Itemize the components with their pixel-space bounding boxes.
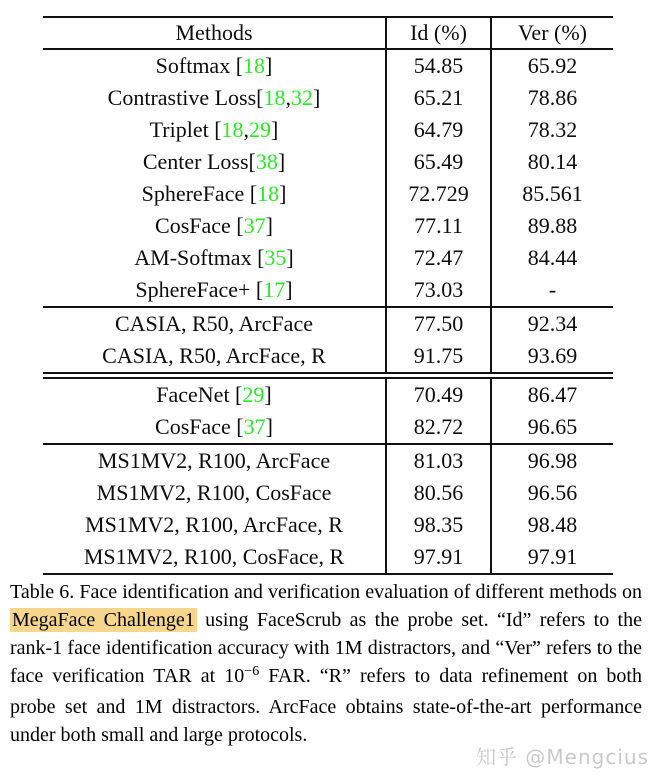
ver-value: 92.34 [490, 308, 613, 340]
text-segment: ] [265, 414, 273, 439]
method-cell [43, 509, 385, 541]
id-value: 77.50 [385, 308, 490, 340]
caption-superscript: −6 [244, 664, 260, 679]
id-value: 98.35 [385, 509, 490, 541]
table-header-row [43, 18, 613, 50]
table-row [43, 411, 613, 443]
citation-number: 18 [257, 181, 280, 206]
table-row [43, 210, 613, 242]
table-row [43, 308, 613, 340]
table-row [43, 146, 613, 178]
ver-value: 97.91 [490, 541, 613, 573]
method-cell [43, 541, 385, 573]
method-cell [43, 411, 385, 443]
header-ver: Ver (%) [490, 18, 613, 48]
text-segment: ] [279, 181, 287, 206]
citation-number: 18 [221, 117, 244, 142]
table-group-loss-methods [43, 50, 613, 306]
citation-number: 17 [263, 277, 286, 302]
text-segment: CosFace [ [155, 414, 244, 439]
table-row [43, 477, 613, 509]
ver-value: 65.92 [490, 50, 613, 82]
method-cell [43, 82, 385, 114]
ver-value: 93.69 [490, 340, 613, 372]
ver-value: 96.56 [490, 477, 613, 509]
ver-value: 96.98 [490, 445, 613, 477]
table-row [43, 242, 613, 274]
citation-number: 35 [264, 245, 287, 270]
text-segment: ] [271, 117, 279, 142]
text-segment: FaceNet [ [156, 382, 243, 407]
ver-value: 78.32 [490, 114, 613, 146]
text-segment: CosFace [ [155, 213, 244, 238]
citation-number: 37 [243, 414, 266, 439]
text-segment: MS1MV2, R100, ArcFace, R [85, 512, 343, 537]
id-value: 91.75 [385, 340, 490, 372]
watermark: 知乎 @Mengcius [476, 745, 649, 769]
method-cell [43, 379, 385, 411]
ver-value: 89.88 [490, 210, 613, 242]
method-cell [43, 340, 385, 372]
citation-number: 18 [243, 53, 266, 78]
text-segment: CASIA, R50, ArcFace [115, 311, 313, 336]
text-segment: SphereFace+ [ [135, 277, 264, 302]
text-segment: ] [313, 85, 321, 110]
id-value: 82.72 [385, 411, 490, 443]
id-value: 54.85 [385, 50, 490, 82]
text-segment: ] [265, 213, 273, 238]
citation-number: 18 [263, 85, 286, 110]
text-segment: Table 6. Face identification and verification evaluation of different methods on [10, 581, 642, 603]
text-segment: MS1MV2, R100, CosFace, R [83, 544, 345, 569]
text-segment: Triplet [ [149, 117, 222, 142]
method-cell [43, 50, 385, 82]
table-row [43, 340, 613, 372]
table-row [43, 379, 613, 411]
text-segment: MS1MV2, R100, ArcFace [97, 448, 331, 473]
ver-value: - [490, 274, 613, 306]
ver-value: 86.47 [490, 379, 613, 411]
table-row [43, 541, 613, 573]
table-row [43, 274, 613, 306]
text-segment: MS1MV2, R100, CosFace [96, 480, 332, 505]
text-segment: ] [264, 382, 272, 407]
id-value: 72.47 [385, 242, 490, 274]
ver-value: 98.48 [490, 509, 613, 541]
table-row [43, 509, 613, 541]
id-value: 81.03 [385, 445, 490, 477]
id-value: 72.729 [385, 178, 490, 210]
text-segment: CASIA, R50, ArcFace, R [102, 343, 326, 368]
double-rule-divider [43, 372, 613, 379]
results-table [43, 16, 613, 575]
table-group-baselines [43, 379, 613, 443]
citation-number: 29 [249, 117, 272, 142]
table-row [43, 82, 613, 114]
citation-number: 37 [243, 213, 266, 238]
table-group-ms1mv2 [43, 443, 613, 573]
citation-number: 29 [242, 382, 265, 407]
ver-value: 85.561 [490, 178, 613, 210]
id-value: 65.49 [385, 146, 490, 178]
id-value: 70.49 [385, 379, 490, 411]
text-segment: ] [285, 277, 293, 302]
header-methods: Methods [175, 20, 253, 45]
text-segment: ] [265, 53, 273, 78]
table-row [43, 445, 613, 477]
ver-value: 96.65 [490, 411, 613, 443]
method-cell [43, 477, 385, 509]
text-segment: AM-Softmax [ [134, 245, 265, 270]
table-row [43, 50, 613, 82]
id-value: 64.79 [385, 114, 490, 146]
text-segment: Center Loss[ [142, 149, 256, 174]
id-value: 97.91 [385, 541, 490, 573]
text-segment: SphereFace [ [141, 181, 258, 206]
text-segment: using FaceScrub as the probe set. “Id” refers to the rank-1 face identification accuracy with 1M distractors, and “Ver” refers to the face verification TAR at 10 [10, 609, 642, 687]
table-caption [10, 578, 642, 749]
citation-number: 32 [291, 85, 313, 110]
method-cell [43, 146, 385, 178]
citation-number: 38 [255, 149, 278, 174]
table-row [43, 114, 613, 146]
text-segment: Contrastive Loss[ [107, 85, 264, 110]
method-cell [43, 445, 385, 477]
text-segment: , [243, 117, 250, 142]
table-row [43, 178, 613, 210]
method-cell [43, 210, 385, 242]
header-id: Id (%) [385, 18, 490, 48]
method-cell [43, 242, 385, 274]
ver-value: 84.44 [490, 242, 613, 274]
id-value: 73.03 [385, 274, 490, 306]
text-segment: ] [277, 149, 286, 174]
ver-value: 80.14 [490, 146, 613, 178]
caption-highlight: MegaFace Challenge1 [12, 609, 195, 631]
ver-value: 78.86 [490, 82, 613, 114]
id-value: 80.56 [385, 477, 490, 509]
text-segment: ] [286, 245, 294, 270]
id-value: 65.21 [385, 82, 490, 114]
text-segment: FAR. “R” refers to data refinement on both probe set and 1M distractors. ArcFace obtains state-of-the-art performance under both small and large protocols. [10, 665, 642, 746]
table-group-casia [43, 306, 613, 372]
text-segment: , [285, 85, 291, 110]
id-value: 77.11 [385, 210, 490, 242]
text-segment: Softmax [ [155, 53, 244, 78]
method-cell [43, 308, 385, 340]
method-cell [43, 274, 385, 306]
method-cell [43, 114, 385, 146]
method-cell [43, 178, 385, 210]
